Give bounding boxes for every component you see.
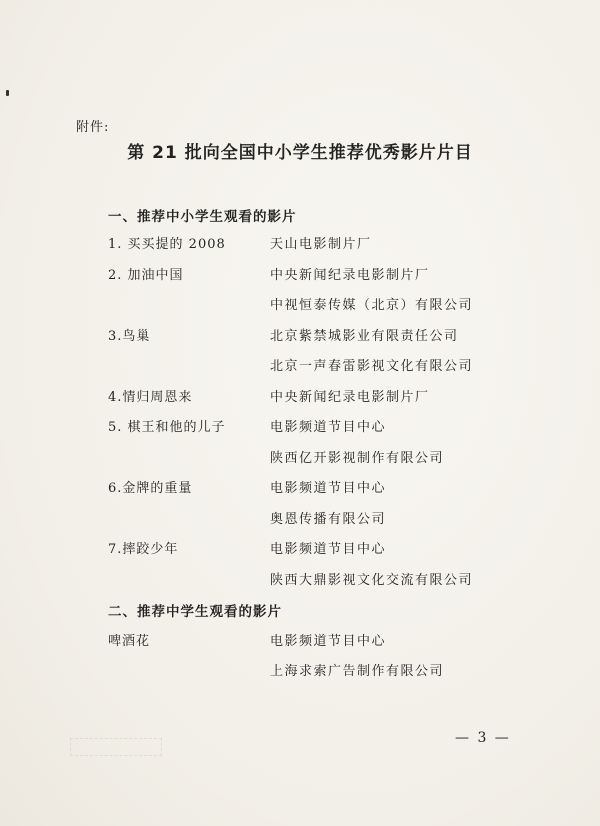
company-name: 电影频道节目中心 <box>270 420 387 435</box>
section-heading-2: 二、推荐中学生观看的影片 <box>108 604 282 620</box>
list-item <box>0 569 600 593</box>
company-name: 中央新闻纪录电影制片厂 <box>270 390 430 405</box>
list-item <box>0 447 600 471</box>
list-item <box>0 416 600 440</box>
list-item <box>0 325 600 349</box>
list-item <box>0 660 600 684</box>
film-title: 2. 加油中国 <box>108 268 184 283</box>
faint-stamp <box>70 738 162 756</box>
company-name: 上海求索广告制作有限公司 <box>270 664 445 679</box>
section-heading-1: 一、推荐中小学生观看的影片 <box>108 209 297 225</box>
list-item <box>0 538 600 562</box>
film-title: 1. 买买提的 2008 <box>108 237 226 252</box>
company-name: 电影频道节目中心 <box>270 634 387 649</box>
page-number: — 3 — <box>455 730 511 746</box>
list-item <box>0 264 600 288</box>
film-title: 3.鸟巢 <box>108 329 151 344</box>
company-name: 中央新闻纪录电影制片厂 <box>270 268 430 283</box>
company-name: 奥恩传播有限公司 <box>270 512 387 527</box>
company-name: 北京一声春雷影视文化有限公司 <box>270 359 474 374</box>
page-title: 第 21 批向全国中小学生推荐优秀影片片目 <box>127 143 473 163</box>
company-name: 天山电影制片厂 <box>270 237 372 252</box>
film-title: 7.摔跤少年 <box>108 542 179 557</box>
company-name: 陕西亿开影视制作有限公司 <box>270 451 445 466</box>
company-name: 中视恒泰传媒（北京）有限公司 <box>270 298 474 313</box>
list-item <box>0 294 600 318</box>
list-item <box>0 477 600 501</box>
list-item <box>0 630 600 654</box>
film-title: 6.金牌的重量 <box>108 481 193 496</box>
list-item <box>0 233 600 257</box>
film-title: 啤酒花 <box>108 634 151 649</box>
attachment-label: 附件: <box>76 120 110 135</box>
list-item <box>0 508 600 532</box>
company-name: 电影频道节目中心 <box>270 542 387 557</box>
company-name: 电影频道节目中心 <box>270 481 387 496</box>
company-name: 北京紫禁城影业有限责任公司 <box>270 329 459 344</box>
film-title: 5. 棋王和他的儿子 <box>108 420 226 435</box>
film-title: 4.情归周恩来 <box>108 390 193 405</box>
list-item <box>0 355 600 379</box>
company-name: 陕西大鼎影视文化交流有限公司 <box>270 573 474 588</box>
margin-mark <box>6 90 9 96</box>
list-item <box>0 386 600 410</box>
